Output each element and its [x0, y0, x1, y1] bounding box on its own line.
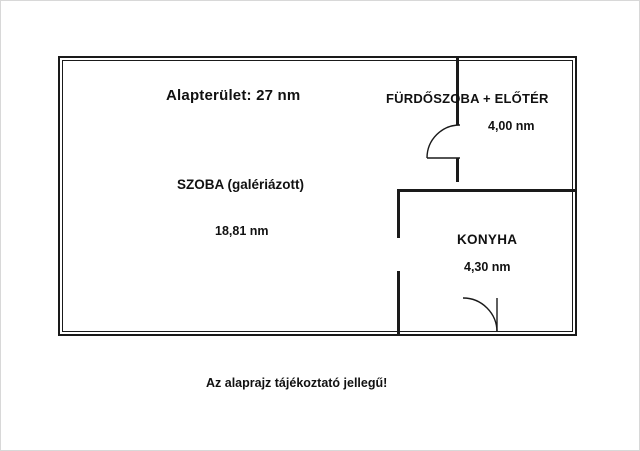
room-label-bathroom: FÜRDŐSZOBA + ELŐTÉR — [386, 91, 549, 106]
kitchen-door-opening — [395, 238, 402, 271]
room-label-living: SZOBA (galériázott) — [177, 177, 305, 192]
partition-wall-horizontal-bathroom — [397, 189, 577, 192]
total-area-label: Alapterület: 27 nm — [166, 87, 301, 104]
bathroom-door-swing-icon — [426, 124, 462, 162]
room-area-bathroom: 4,00 nm — [488, 119, 535, 133]
disclaimer-note: Az alaprajz tájékoztató jellegű! — [206, 376, 388, 390]
room-label-kitchen: KONYHA — [457, 232, 518, 247]
room-area-living: 18,81 nm — [215, 224, 269, 238]
room-area-kitchen: 4,30 nm — [464, 260, 511, 274]
kitchen-door-swing-icon — [461, 296, 499, 334]
partition-wall-vertical-main — [456, 58, 459, 182]
